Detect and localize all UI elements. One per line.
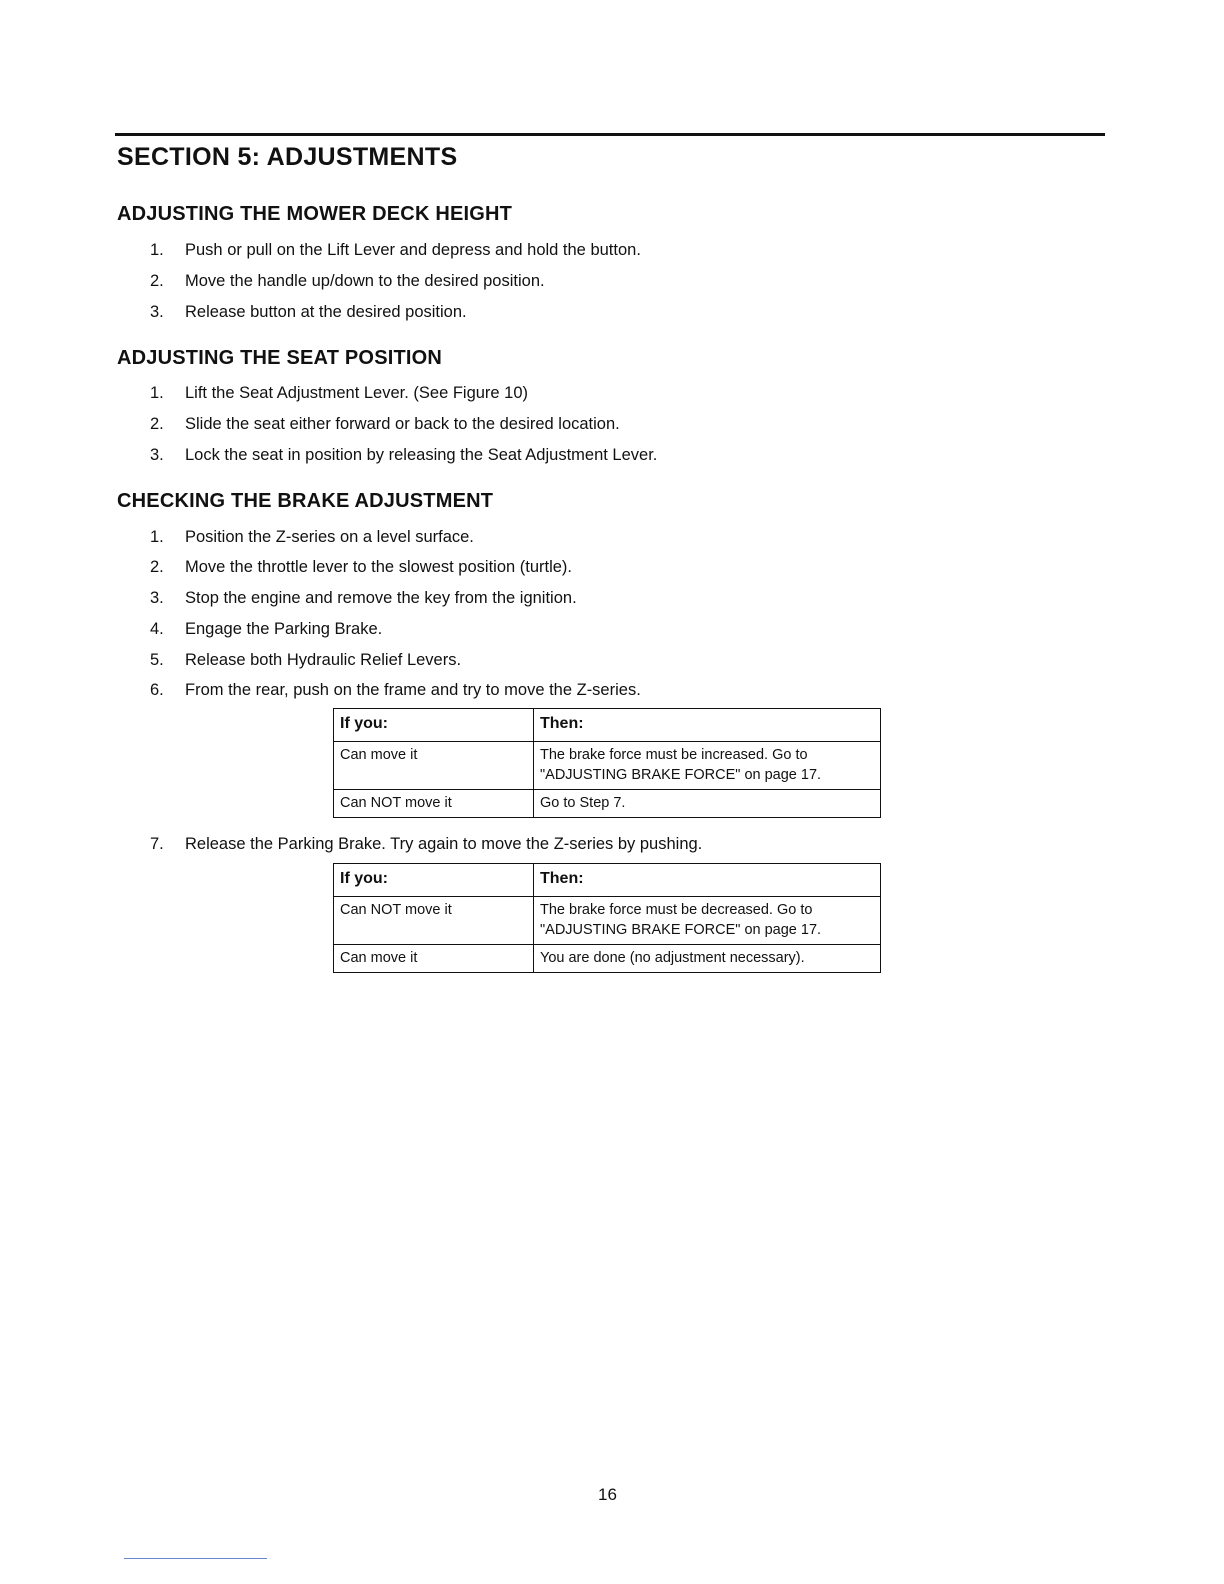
- step-text: From the rear, push on the frame and try to move the Z-series.: [185, 681, 641, 699]
- step-number: 2.: [150, 272, 164, 290]
- step-text: Release both Hydraulic Relief Levers.: [185, 651, 462, 669]
- brake-step: [150, 619, 382, 639]
- table-row: [334, 897, 881, 945]
- step-number: 2.: [150, 558, 164, 576]
- step-text: Move the throttle lever to the slowest position (turtle).: [185, 558, 573, 576]
- brake-step: [150, 588, 577, 608]
- step-text: Lock the seat in position by releasing the Seat Adjustment Lever.: [185, 446, 658, 464]
- table-cell-then: You are done (no adjustment necessary).: [534, 945, 881, 973]
- step-text: Release the Parking Brake. Try again to move the Z-series by pushing.: [185, 835, 703, 853]
- step-number: 1.: [150, 528, 164, 546]
- table-header-then: Then:: [534, 709, 881, 742]
- section-rule: [115, 133, 1105, 136]
- step-text: Move the handle up/down to the desired position.: [185, 272, 545, 290]
- step-text: Stop the engine and remove the key from the ignition.: [185, 589, 577, 607]
- step-text: Engage the Parking Brake.: [185, 620, 383, 638]
- brake-decision-table-2: [333, 863, 881, 973]
- mower-step: [150, 271, 545, 291]
- table-header-then: Then:: [534, 864, 881, 897]
- table-cell-if: Can move it: [334, 945, 534, 973]
- bottom-divider: [124, 1558, 267, 1559]
- step-number: 1.: [150, 241, 164, 259]
- brake-decision-table-1: [333, 708, 881, 818]
- step-text: Push or pull on the Lift Lever and depress and hold the button.: [185, 241, 641, 259]
- heading-mower-deck-height: ADJUSTING THE MOWER DECK HEIGHT: [117, 203, 513, 225]
- section-title: SECTION 5: ADJUSTMENTS: [117, 143, 458, 171]
- table-row: [334, 742, 881, 790]
- table-cell-then: Go to Step 7.: [534, 790, 881, 818]
- heading-seat-position: ADJUSTING THE SEAT POSITION: [117, 347, 443, 369]
- step-number: 7.: [150, 835, 164, 853]
- table-cell-then-line: "ADJUSTING BRAKE FORCE" on page 17.: [540, 922, 822, 938]
- brake-step: [150, 834, 702, 854]
- table-row: [334, 790, 881, 818]
- table-header-if: If you:: [334, 864, 534, 897]
- brake-step: [150, 527, 474, 547]
- step-number: 4.: [150, 620, 164, 638]
- seat-step: [150, 383, 528, 403]
- brake-step: [150, 650, 461, 670]
- brake-step: [150, 680, 641, 700]
- table-cell-then-line: The brake force must be increased. Go to: [540, 747, 808, 763]
- page-number: 16: [598, 1485, 617, 1504]
- step-text: Slide the seat either forward or back to the desired location.: [185, 415, 620, 433]
- table-cell-then-line: The brake force must be decreased. Go to: [540, 902, 813, 918]
- step-number: 3.: [150, 589, 164, 607]
- table-cell-if: Can NOT move it: [334, 790, 534, 818]
- table-cell-then: [534, 742, 881, 790]
- step-text: Release button at the desired position.: [185, 303, 467, 321]
- step-number: 3.: [150, 303, 164, 321]
- table-header-if: If you:: [334, 709, 534, 742]
- table-header-row: [334, 864, 881, 897]
- brake-step: [150, 557, 572, 577]
- table-header-row: [334, 709, 881, 742]
- heading-brake-adjustment: CHECKING THE BRAKE ADJUSTMENT: [117, 490, 494, 512]
- step-text: Lift the Seat Adjustment Lever. (See Figure 10): [185, 384, 529, 402]
- step-number: 3.: [150, 446, 164, 464]
- table-cell-then: [534, 897, 881, 945]
- table-cell-if: Can move it: [334, 742, 534, 790]
- table-cell-if: Can NOT move it: [334, 897, 534, 945]
- seat-step: [150, 445, 657, 465]
- step-number: 2.: [150, 415, 164, 433]
- mower-step: [150, 302, 467, 322]
- mower-step: [150, 240, 641, 260]
- table-row: [334, 945, 881, 973]
- step-text: Position the Z-series on a level surface.: [185, 528, 474, 546]
- step-number: 6.: [150, 681, 164, 699]
- step-number: 5.: [150, 651, 164, 669]
- step-number: 1.: [150, 384, 164, 402]
- table-cell-then-line: "ADJUSTING BRAKE FORCE" on page 17.: [540, 767, 822, 783]
- seat-step: [150, 414, 620, 434]
